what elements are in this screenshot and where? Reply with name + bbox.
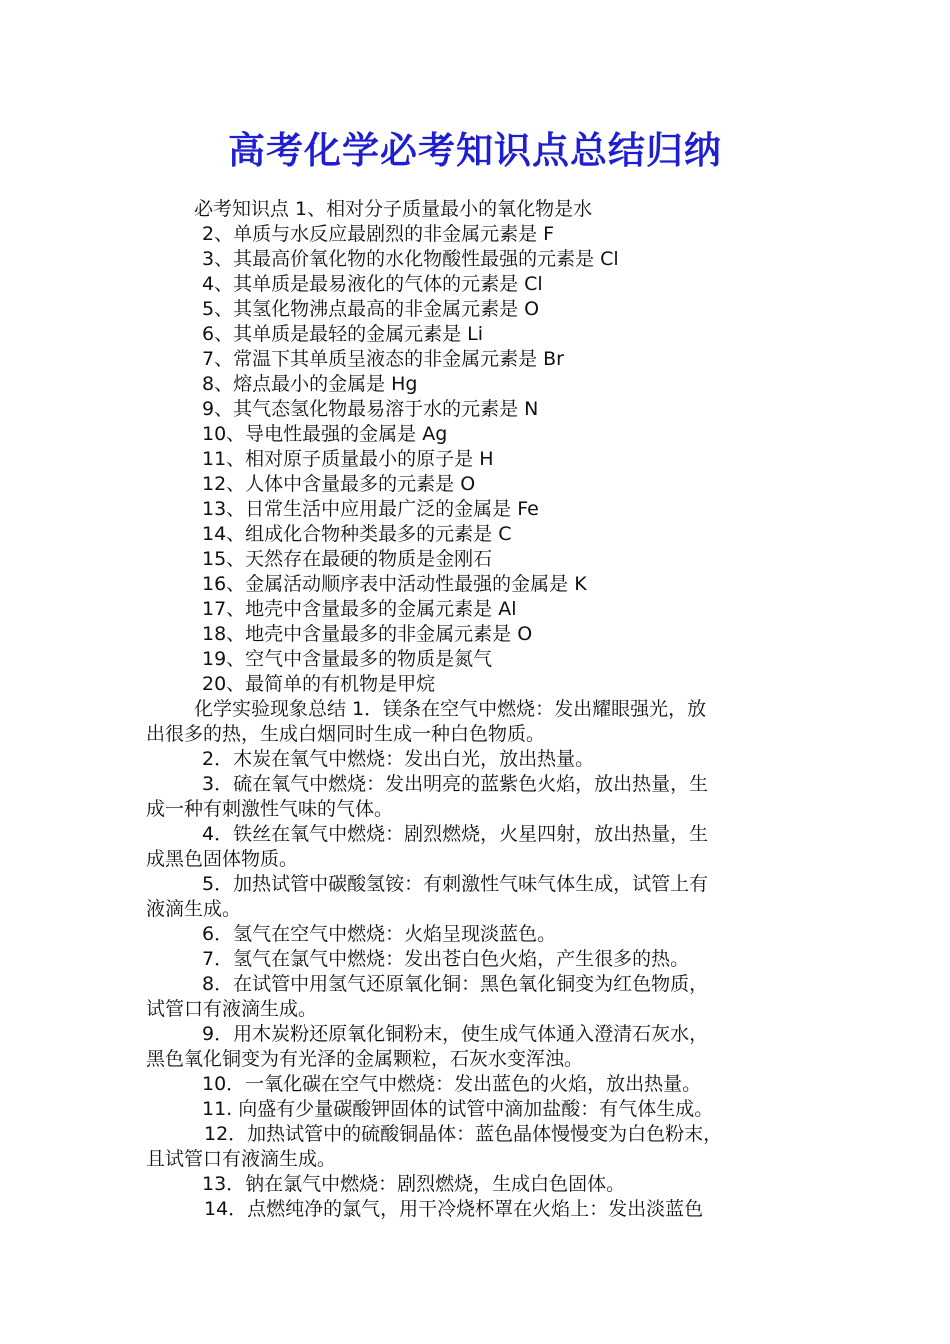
list-item: 11、相对原子质量最小的原子是 H — [202, 448, 494, 470]
list-item: 20、最简单的有机物是甲烷 — [202, 673, 436, 695]
paragraph-line: 成一种有刺激性气味的气体。 — [146, 798, 394, 820]
list-item: 16、金属活动顺序表中活动性最强的金属是 K — [202, 573, 587, 595]
knowledge-points-list — [146, 197, 814, 697]
list-item: 2、单质与水反应最剧烈的非金属元素是 F — [202, 223, 555, 245]
paragraph — [146, 872, 814, 922]
list-item: 10、导电性最强的金属是 Ag — [202, 423, 448, 445]
paragraph-line: 13．钠在氯气中燃烧：剧烈燃烧，生成白色固体。 — [202, 1173, 626, 1195]
paragraph — [146, 972, 814, 1022]
list-item: 8、熔点最小的金属是 Hg — [202, 373, 418, 395]
paragraph — [146, 1022, 814, 1072]
paragraph-line: 14．点燃纯净的氯气，用干冷烧杯罩在火焰上：发出淡蓝色 — [204, 1198, 704, 1220]
list-item: 19、空气中含量最多的物质是氮气 — [202, 648, 493, 670]
paragraph — [146, 772, 814, 822]
experiment-phenomena-list — [146, 697, 814, 1222]
paragraph-line: 5．加热试管中碳酸氢铵：有刺激性气味气体生成，试管上有 — [202, 873, 709, 895]
paragraph-line: 出很多的热，生成白烟同时生成一种白色物质。 — [146, 723, 546, 745]
paragraph — [146, 1172, 814, 1197]
list-item: 3、其最高价氧化物的水化物酸性最强的元素是 Cl — [202, 248, 619, 270]
paragraph-line: 4．铁丝在氧气中燃烧：剧烈燃烧，火星四射，放出热量，生 — [202, 823, 709, 845]
paragraph-line: 6．氢气在空气中燃烧：火焰呈现淡蓝色。 — [202, 923, 557, 945]
document-body — [146, 197, 814, 1222]
paragraph — [146, 1072, 814, 1097]
list-item: 13、日常生活中应用最广泛的金属是 Fe — [202, 498, 539, 520]
paragraph-line: 黑色氧化铜变为有光泽的金属颗粒，石灰水变浑浊。 — [146, 1048, 584, 1070]
paragraph-line: 3．硫在氧气中燃烧：发出明亮的蓝紫色火焰，放出热量，生 — [202, 773, 709, 795]
list-item: 18、地壳中含量最多的非金属元素是 O — [202, 623, 533, 645]
paragraph-line: 且试管口有液滴生成。 — [146, 1148, 337, 1170]
paragraph-line: 8．在试管中用氢气还原氧化铜：黑色氧化铜变为红色物质， — [202, 973, 709, 995]
list-item: 6、其单质是最轻的金属元素是 Li — [202, 323, 483, 345]
list-item: 9、其气态氢化物最易溶于水的元素是 N — [202, 398, 539, 420]
list-item: 7、常温下其单质呈液态的非金属元素是 Br — [202, 348, 564, 370]
page-title: 高考化学必考知识点总结归纳 — [228, 128, 722, 172]
paragraph — [146, 922, 814, 947]
paragraph-line: 10．一氧化碳在空气中燃烧：发出蓝色的火焰，放出热量。 — [202, 1073, 702, 1095]
paragraph-line: 液滴生成。 — [146, 898, 242, 920]
paragraph — [146, 947, 814, 972]
paragraph — [146, 697, 814, 747]
paragraph-line: 9．用木炭粉还原氧化铜粉末，使生成气体通入澄清石灰水， — [202, 1023, 709, 1045]
paragraph — [146, 1122, 814, 1172]
list-item: 必考知识点 1、相对分子质量最小的氧化物是水 — [194, 198, 593, 220]
paragraph — [146, 1197, 814, 1222]
paragraph-line: 2．木炭在氧气中燃烧：发出白光，放出热量。 — [202, 748, 595, 770]
paragraph-line: 11. 向盛有少量碳酸钾固体的试管中滴加盐酸：有气体生成。 — [202, 1098, 714, 1120]
paragraph-line: 化学实验现象总结 1．镁条在空气中燃烧：发出耀眼强光，放 — [194, 698, 707, 720]
paragraph — [146, 747, 814, 772]
paragraph-line: 成黑色固体物质。 — [146, 848, 299, 870]
paragraph — [146, 1097, 814, 1122]
list-item: 4、其单质是最易液化的气体的元素是 Cl — [202, 273, 543, 295]
list-item: 12、人体中含量最多的元素是 O — [202, 473, 476, 495]
list-item: 14、组成化合物种类最多的元素是 C — [202, 523, 512, 545]
list-item: 15、天然存在最硬的物质是金刚石 — [202, 548, 493, 570]
paragraph-line: 试管口有液滴生成。 — [146, 998, 318, 1020]
paragraph — [146, 822, 814, 872]
paragraph-line: 12．加热试管中的硫酸铜晶体：蓝色晶体慢慢变为白色粉末， — [204, 1123, 723, 1145]
list-item: 5、其氢化物沸点最高的非金属元素是 O — [202, 298, 540, 320]
paragraph-line: 7．氢气在氯气中燃烧：发出苍白色火焰，产生很多的热。 — [202, 948, 690, 970]
list-item: 17、地壳中含量最多的金属元素是 Al — [202, 598, 517, 620]
